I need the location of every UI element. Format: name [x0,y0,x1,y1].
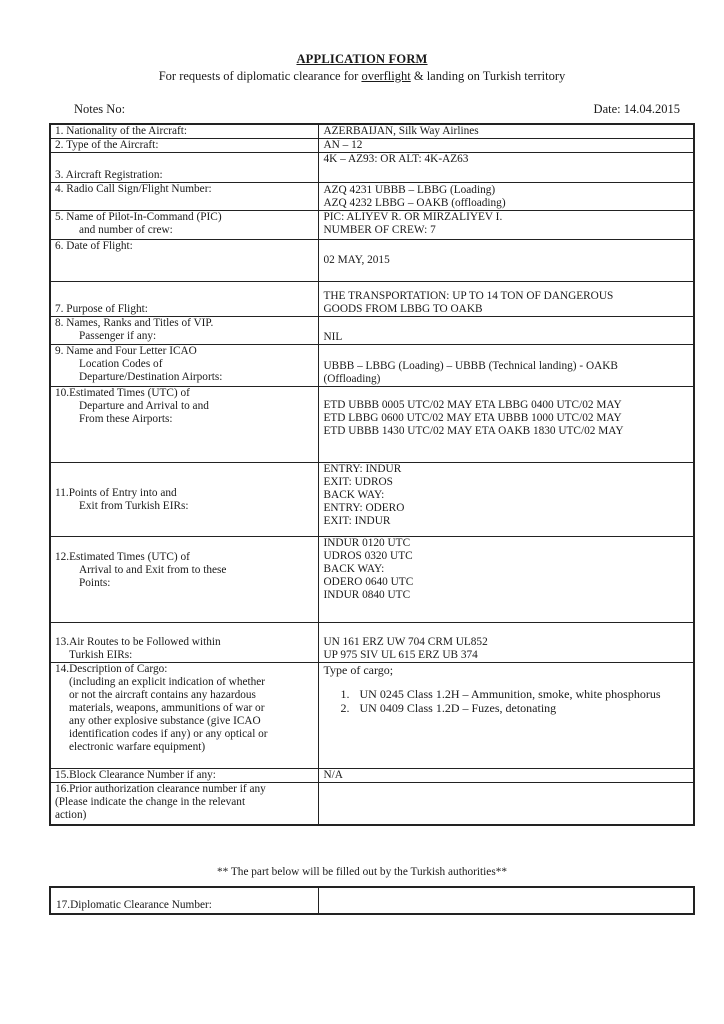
value-cargo [318,663,694,769]
cargo-label-line-5: any other explosive substance (give ICAO [69,715,261,727]
point-times-label-line-1: 12.Estimated Times (UTC) of [55,551,190,563]
value-icao-codes [318,345,694,387]
form-date: Date: 14.04.2015 [593,102,680,116]
value-call-sign [318,183,694,211]
cargo-label-line-7: electronic warfare equipment) [69,741,206,753]
vip-label-line-2: Passenger if any: [79,330,157,342]
value-registration: 4K – AZ93: OR ALT: 4K-AZ63 [318,153,694,183]
subtitle-text-2: & landing on Turkish territory [410,69,566,83]
subtitle-text-1: For requests of diplomatic clearance for [158,69,362,83]
row-registration [50,153,694,183]
cargo-label-line-2: (including an explicit indication of whether [69,676,266,688]
prior-label-line-2: (Please indicate the change in the relevant [55,796,246,808]
label-pilot [50,211,318,240]
value-point-times [318,537,694,623]
point-times-label-line-2: Arrival to and Exit from to these [79,564,227,576]
icao-label-line-2: Location Codes of [79,358,163,370]
value-aircraft-type: AN – 12 [318,139,694,153]
label-flight-date: 6. Date of Flight: [50,240,318,282]
label-purpose: 7. Purpose of Flight: [50,282,318,317]
cargo-list [324,687,694,715]
row-purpose [50,282,694,317]
row-air-routes [50,623,694,663]
cargo-item [324,687,694,701]
turkish-authorities-note: ** The part below will be filled out by the Turkish authorities** [216,866,508,878]
point-times-value-line-1: INDUR 0120 UTC [323,537,411,549]
value-purpose [318,282,694,317]
value-vip: NIL [318,317,694,345]
row-flight-date [50,240,694,282]
label-entry-exit-points [50,463,318,537]
form-subtitle [0,69,724,84]
value-diplomatic-clearance[interactable] [318,887,694,914]
cargo-item-number: 1. [340,687,350,701]
row-icao-codes [50,345,694,387]
row-estimated-times [50,387,694,463]
diplomatic-clearance-table [49,886,695,915]
row-aircraft-type [50,139,694,153]
cargo-label-line-4: materials, weapons, ammunitions of war or [69,702,265,714]
value-air-routes [318,623,694,663]
icao-label-line-1: 9. Name and Four Letter ICAO [55,345,197,357]
point-times-value-line-2: UDROS 0320 UTC [323,550,413,562]
points-value-line-4: ENTRY: ODERO [323,502,405,514]
points-value-line-1: ENTRY: INDUR [323,463,402,475]
value-block-clearance: N/A [318,769,694,783]
row-cargo [50,663,694,769]
points-value-line-5: EXIT: INDUR [323,515,391,527]
label-diplomatic-clearance: 17.Diplomatic Clearance Number: [50,887,318,914]
value-flight-date: 02 MAY, 2015 [318,240,694,282]
purpose-line-2: GOODS FROM LBBG TO OAKB [323,303,483,315]
label-vip [50,317,318,345]
cargo-item-text: UN 0245 Class 1.2H – Ammunition, smoke, white phosphorus [359,687,661,701]
value-estimated-times [318,387,694,463]
icao-label-line-3: Departure/Destination Airports: [79,371,223,383]
point-times-label-line-3: Points: [79,577,111,589]
label-cargo [50,663,318,769]
pilot-value-line-1: PIC: ALIYEV R. OR MIRZALIYEV I. [323,211,503,223]
vip-label-line-1: 8. Names, Ranks and Titles of VIP. [55,317,214,329]
times-label-line-1: 10.Estimated Times (UTC) of [55,387,190,399]
points-label-line-1: 11.Points of Entry into and [55,486,177,499]
value-pilot [318,211,694,240]
row-call-sign [50,183,694,211]
label-prior-authorization [50,783,318,825]
notes-number: Notes No: [74,102,126,116]
row-prior-authorization [50,783,694,825]
label-registration: 3. Aircraft Registration: [50,153,318,183]
label-block-clearance: 15.Block Clearance Number if any: [50,769,318,783]
value-prior-authorization[interactable] [318,783,694,825]
row-block-clearance [50,769,694,783]
times-label-line-2: Departure and Arrival to and [79,400,209,412]
label-point-times [50,537,318,623]
cargo-item-number: 2. [340,701,350,715]
row-pilot [50,211,694,240]
icao-value-line-2: (Offloading) [323,373,381,385]
pilot-label-line-2: and number of crew: [79,224,173,236]
cargo-label-line-6: identification codes if any) or any optical or [69,728,268,740]
value-nationality: AZERBAIJAN, Silk Way Airlines [318,124,694,139]
prior-label-line-3: action) [55,809,87,821]
cargo-item-text: UN 0409 Class 1.2D – Fuzes, detonating [359,701,557,715]
times-label-line-3: From these Airports: [79,413,173,425]
row-vip [50,317,694,345]
point-times-value-line-4: ODERO 0640 UTC [323,576,414,588]
application-table [49,123,695,826]
form-title: APPLICATION FORM [296,52,428,66]
pilot-label-line-1: 5. Name of Pilot-In-Command (PIC) [55,211,222,223]
cargo-label-line-3: or not the aircraft contains any hazardous [69,689,256,701]
icao-value-line-1: UBBB – LBBG (Loading) – UBBB (Technical landing) - OAKB [323,360,618,372]
point-times-value-line-3: BACK WAY: [323,563,385,575]
times-value-line-2: ETD LBBG 0600 UTC/02 MAY ETA UBBB 1000 UTC/02 MAY [323,412,622,424]
pilot-value-line-2: NUMBER OF CREW: 7 [323,224,436,236]
cargo-item [324,701,694,715]
row-entry-exit-points [50,463,694,537]
cargo-type-heading: Type of cargo; [323,663,394,677]
routes-label-line-1: 13.Air Routes to be Followed within [55,636,221,648]
points-value-line-2: EXIT: UDROS [323,476,393,488]
cargo-label-line-1: 14.Description of Cargo: [55,663,168,675]
points-value-line-3: BACK WAY: [323,489,385,501]
value-entry-exit-points [318,463,694,537]
label-icao-codes [50,345,318,387]
label-air-routes [50,623,318,663]
subtitle-text-underlined: overflight [361,69,411,83]
label-estimated-times [50,387,318,463]
row-point-times [50,537,694,623]
call-sign-line-1: AZQ 4231 UBBB – LBBG (Loading) [323,184,496,196]
row-nationality [50,124,694,139]
label-aircraft-type: 2. Type of the Aircraft: [50,139,318,153]
purpose-line-1: THE TRANSPORTATION: UP TO 14 TON OF DANGEROUS [323,290,614,302]
label-call-sign: 4. Radio Call Sign/Flight Number: [50,183,318,211]
routes-label-line-2: Turkish EIRs: [69,649,133,661]
point-times-value-line-5: INDUR 0840 UTC [323,589,411,601]
routes-value-line-1: UN 161 ERZ UW 704 CRM UL852 [323,636,488,648]
times-value-line-1: ETD UBBB 0005 UTC/02 MAY ETA LBBG 0400 UTC/02 MAY [323,399,622,411]
row-diplomatic-clearance [50,887,694,914]
times-value-line-3: ETD UBBB 1430 UTC/02 MAY ETA OAKB 1830 UTC/02 MAY [323,425,624,437]
routes-value-line-2: UP 975 SIV UL 615 ERZ UB 374 [323,649,478,661]
call-sign-line-2: AZQ 4232 LBBG – OAKB (offloading) [323,197,506,209]
prior-label-line-1: 16.Prior authorization clearance number if any [55,783,266,795]
label-nationality: 1. Nationality of the Aircraft: [50,124,318,139]
points-label-line-2: Exit from Turkish EIRs: [79,499,189,512]
